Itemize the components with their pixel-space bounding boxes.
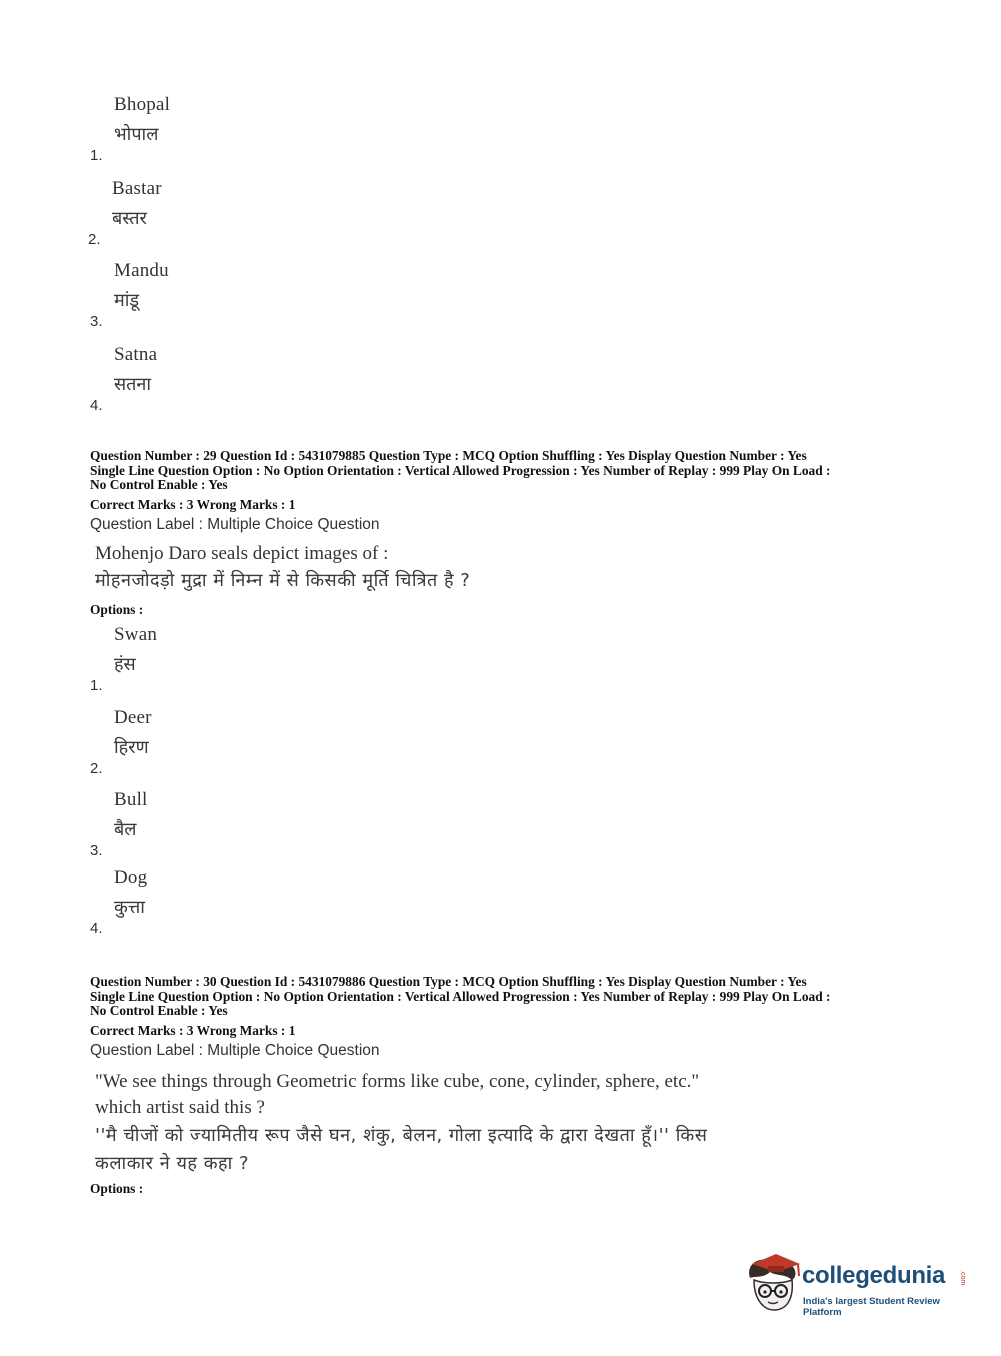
option-number: 3. (90, 313, 103, 330)
option-text-hi: बस्तर (112, 208, 147, 229)
question-meta (90, 449, 920, 493)
option-text-hi: मांडू (114, 290, 140, 311)
option-text-hi: बैल (114, 819, 137, 840)
graduate-mascot-icon (742, 1250, 802, 1316)
meta-line: Question Number : 29 Question Id : 5431079885 Question Type : MCQ Option Shuffling : Yes Display Question Number : Yes (90, 448, 807, 463)
question-meta (90, 975, 920, 1019)
option-number: 4. (90, 920, 103, 937)
option-number: 4. (90, 397, 103, 414)
option-text-en: Bull (114, 789, 148, 810)
question-label: Question Label : Multiple Choice Question (90, 1042, 380, 1059)
question-text-en: "We see things through Geometric forms like cube, cone, cylinder, sphere, etc." (95, 1071, 700, 1092)
question-marks: Correct Marks : 3 Wrong Marks : 1 (90, 497, 296, 512)
meta-line: Single Line Question Option : No Option Orientation : Vertical Allowed Progression : Yes Number of Replay : 999 Play On Load : (90, 462, 831, 478)
meta-line: Question Number : 30 Question Id : 5431079886 Question Type : MCQ Option Shuffling : Yes Display Question Number : Yes (90, 974, 807, 989)
option-item (88, 789, 508, 859)
option-text-en: Swan (114, 624, 158, 645)
option-item (88, 94, 508, 164)
question-text-hi: ''मै चीजों को ज्यामितीय रूप जैसे घन, शंकु, बेलन, गोला इत्यादि के द्वारा देखता हूँ।'' किस (95, 1125, 708, 1146)
option-item (88, 260, 508, 330)
option-item (88, 867, 508, 937)
option-text-hi: कुत्ता (114, 897, 145, 918)
option-item (86, 178, 506, 248)
options-label: Options : (90, 1181, 144, 1196)
meta-line: No Control Enable : Yes (90, 1003, 228, 1019)
option-text-hi: हिरण (114, 737, 149, 758)
option-item (88, 624, 508, 694)
question-label: Question Label : Multiple Choice Question (90, 516, 380, 533)
option-text-en: Bhopal (114, 94, 171, 115)
meta-line: No Control Enable : Yes (90, 477, 228, 493)
option-text-hi: भोपाल (114, 124, 159, 145)
question-marks: Correct Marks : 3 Wrong Marks : 1 (90, 1023, 296, 1038)
option-text-hi: सतना (114, 374, 152, 395)
option-text-en: Dog (114, 867, 148, 888)
option-number: 2. (90, 760, 103, 777)
logo-wordmark: collegedunia (802, 1262, 946, 1289)
logo-tagline: India's largest Student Review Platform (803, 1296, 940, 1318)
logo-domain-suffix: .com (959, 1270, 966, 1286)
option-number: 3. (90, 842, 103, 859)
options-label: Options : (90, 602, 144, 617)
option-number: 1. (90, 677, 103, 694)
option-number: 2. (88, 231, 101, 248)
option-text-en: Deer (114, 707, 152, 728)
meta-line: Single Line Question Option : No Option Orientation : Vertical Allowed Progression : Yes Number of Replay : 999 Play On Load : (90, 988, 831, 1004)
option-text-en: Bastar (112, 178, 162, 199)
option-text-hi: हंस (114, 654, 136, 675)
option-item (88, 344, 508, 414)
question-text-en: which artist said this ? (95, 1097, 265, 1118)
option-number: 1. (90, 147, 103, 164)
option-text-en: Mandu (114, 260, 169, 281)
question-text-en: Mohenjo Daro seals depict images of : (95, 543, 389, 564)
question-text-hi: मोहनजोदड़ो मुद्रा में निम्न में से किसकी मूर्ति चित्रित है ? (95, 570, 471, 591)
option-item (88, 707, 508, 777)
collegedunia-logo[interactable] (742, 1250, 972, 1316)
question-text-hi: कलाकार ने यह कहा ? (95, 1153, 250, 1174)
option-text-en: Satna (114, 344, 158, 365)
